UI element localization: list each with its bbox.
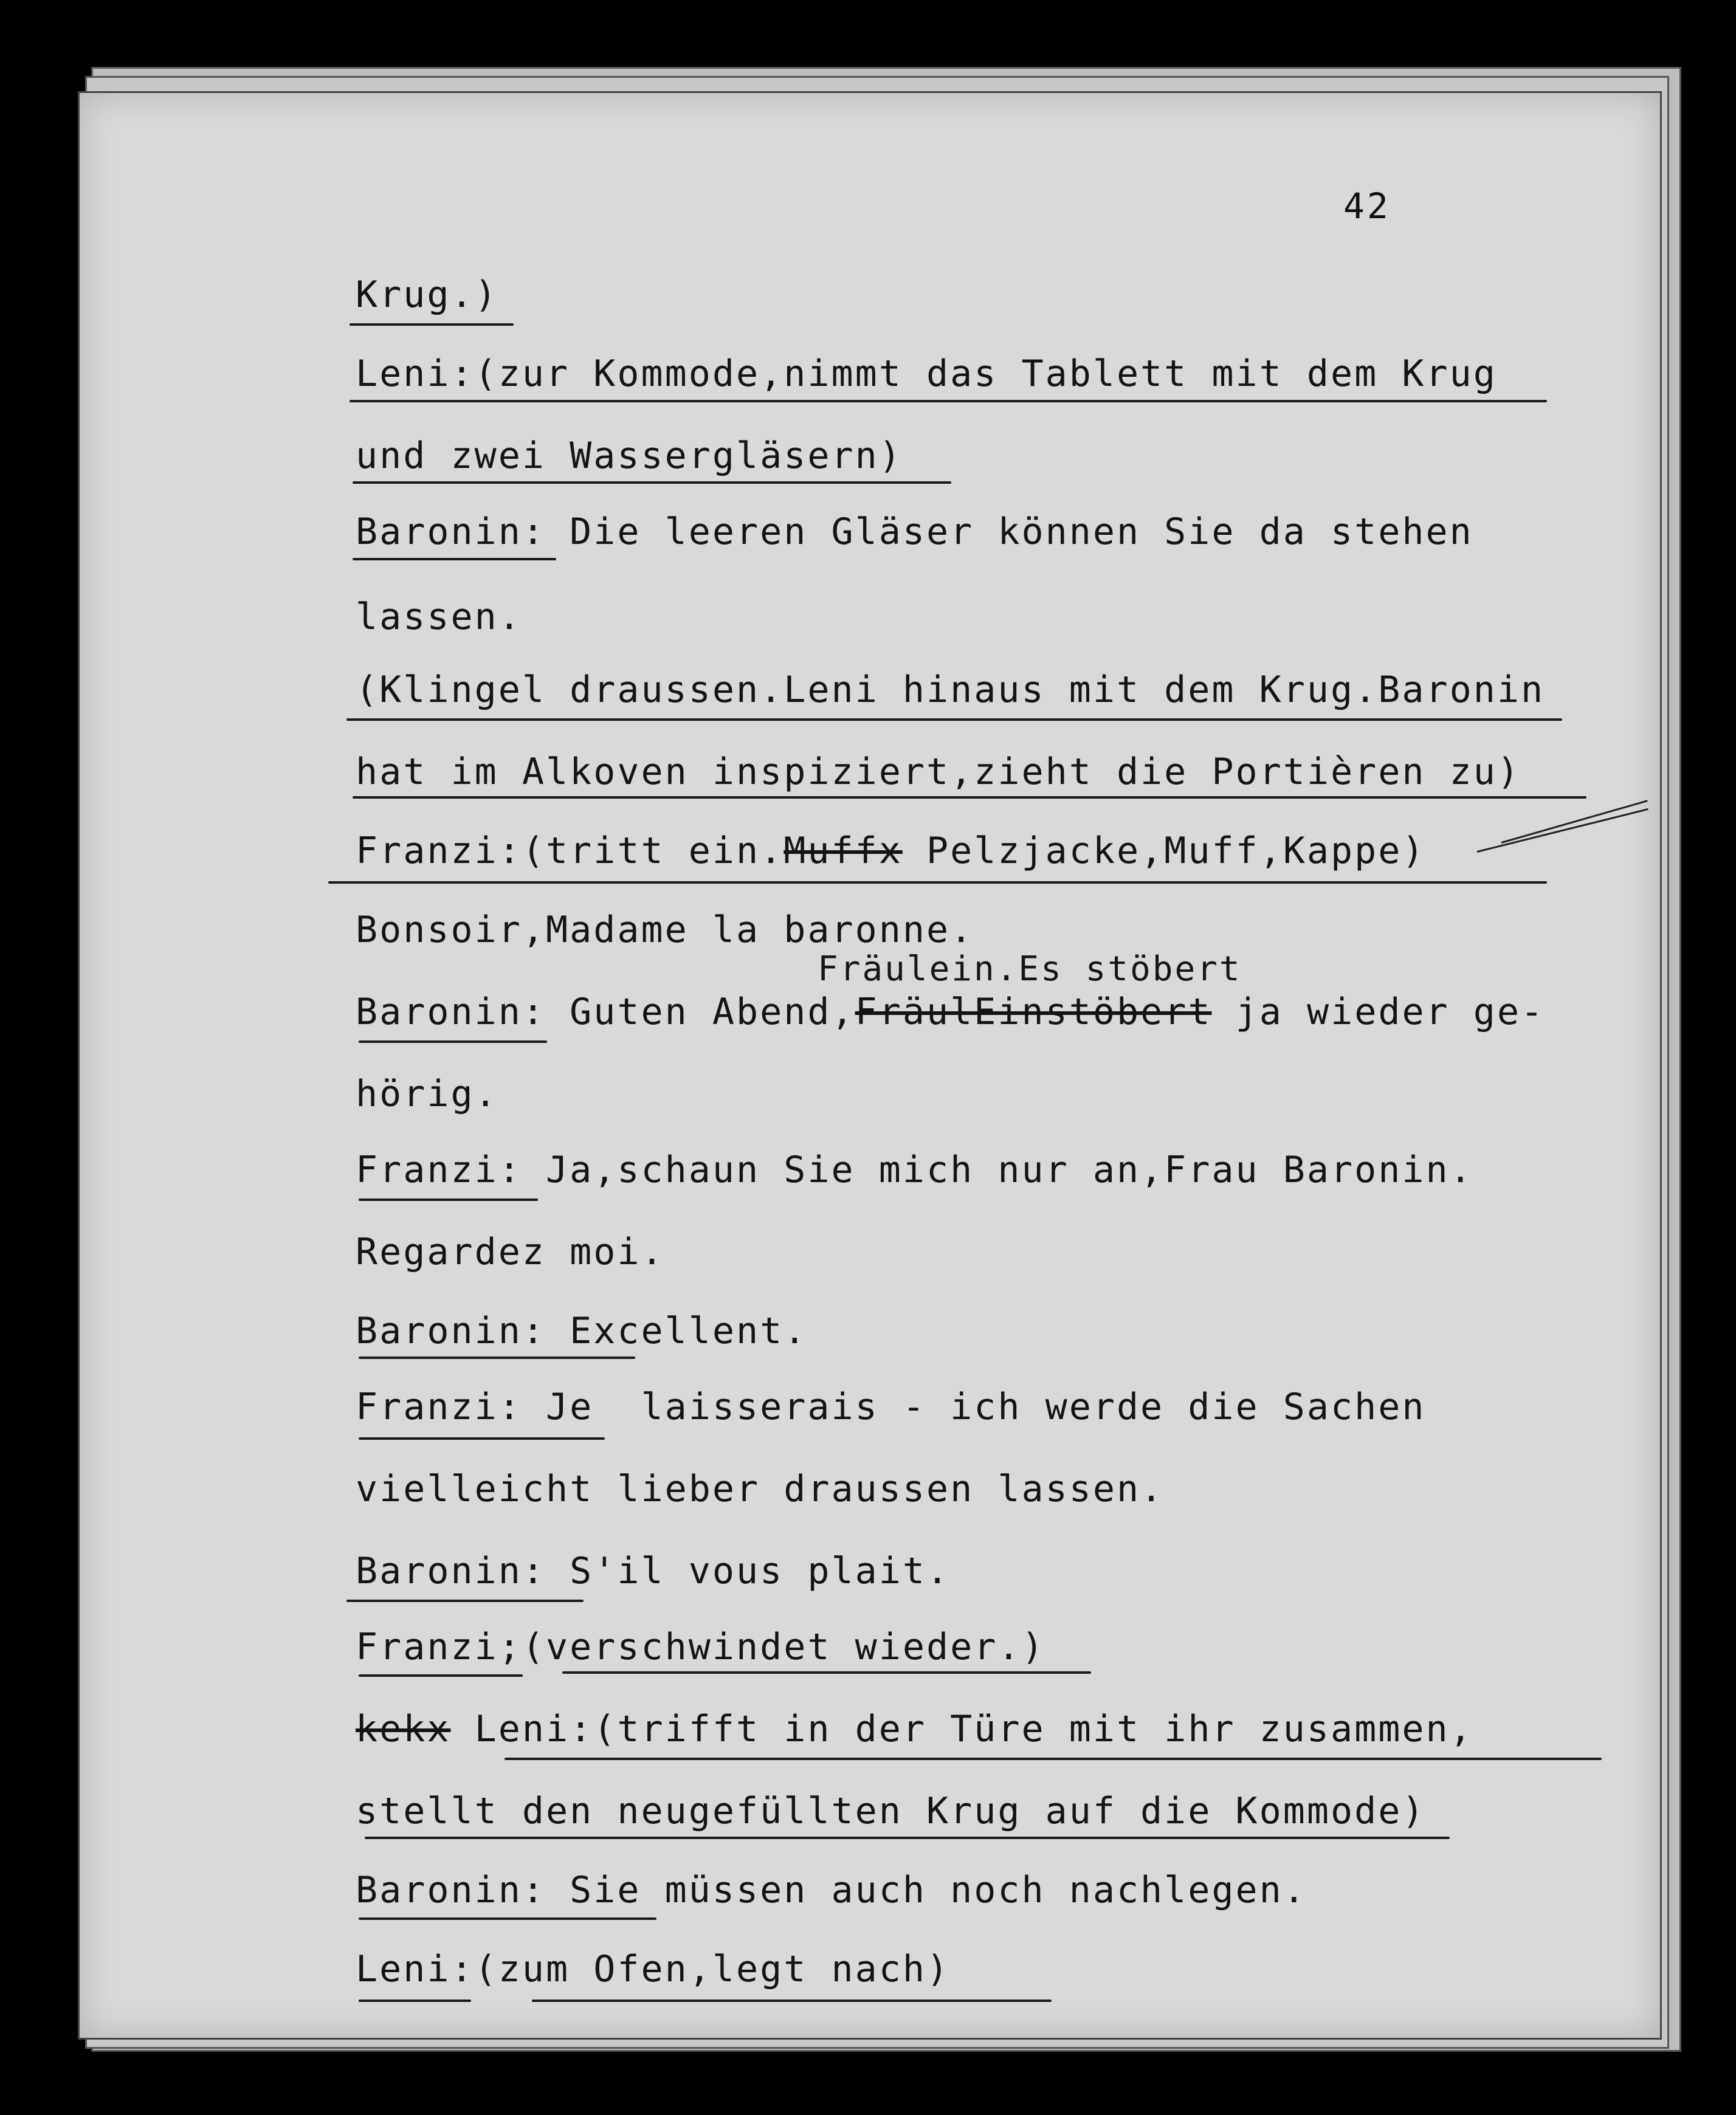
underline [346, 718, 1562, 721]
script-line-11 [356, 1073, 498, 1115]
line-text: und zwei Wassergläsern) [356, 435, 903, 477]
line-text: Franzi;(verschwindet wieder.) [356, 1626, 1045, 1668]
underline [328, 881, 1547, 884]
script-line-19 [356, 1708, 1473, 1750]
script-line-8 [356, 830, 1426, 872]
script-line-1 [356, 273, 498, 316]
line-text: vielleicht lieber draussen lassen. [356, 1468, 1165, 1510]
line-text: Leni:(zur Kommode,nimmt das Tablett mit dem Krug [356, 352, 1497, 395]
line-text: Regardez moi. [356, 1231, 665, 1273]
underline [532, 2000, 1052, 2002]
line-text: lassen. [356, 596, 522, 638]
underline [505, 1758, 1602, 1760]
script-line-20 [356, 1790, 1426, 1832]
line-text: Baronin: S'il vous plait. [356, 1550, 951, 1592]
underline [359, 1437, 605, 1440]
underline [365, 1837, 1450, 1839]
script-line-12 [356, 1149, 1473, 1191]
line-text: Baronin: Sie müssen auch noch nachlegen. [356, 1869, 1307, 1911]
script-line-7 [356, 751, 1521, 793]
underline [359, 1198, 538, 1201]
line-text-rest: Pelzjacke,Muff,Kappe) [902, 830, 1426, 872]
script-line-14 [356, 1310, 808, 1352]
line-text: hörig. [356, 1073, 498, 1115]
line-text: Franzi: Ja,schaun Sie mich nur an,Frau Baronin. [356, 1149, 1473, 1191]
page-number: 42 [1343, 185, 1391, 227]
script-line-5 [356, 596, 522, 638]
underline [359, 1917, 656, 1920]
underline [562, 1671, 1091, 1674]
script-line-4 [356, 511, 1473, 553]
underline [359, 2000, 471, 2002]
script-line-3 [356, 435, 903, 477]
script-line-22 [356, 1948, 951, 1990]
underline [359, 1040, 547, 1043]
interlinear-correction: Fräulein.Es stöbert [818, 949, 1242, 989]
script-line-17 [356, 1550, 951, 1592]
line-text: Leni:(zum Ofen,legt nach) [356, 1948, 951, 1990]
line-text: Bonsoir,Madame la baronne. [356, 909, 974, 951]
underline [359, 1357, 635, 1359]
line-text: Baronin: Guten Abend, [356, 991, 855, 1033]
script-line-16 [356, 1468, 1165, 1510]
underline [353, 796, 1586, 799]
line-text: stellt den neugefüllten Krug auf die Kommode) [356, 1790, 1426, 1832]
script-line-2 [356, 352, 1497, 395]
underline [346, 1600, 584, 1602]
underline [350, 323, 514, 326]
line-text: Baronin: Die leeren Gläser können Sie da stehen [356, 511, 1473, 553]
line-text: Franzi: Je laisserais - ich werde die Sachen [356, 1386, 1426, 1428]
script-line-13 [356, 1231, 665, 1273]
script-line-10 [356, 991, 1545, 1033]
script-line-18 [356, 1626, 1045, 1668]
line-text-rest: Leni:(trifft in der Türe mit ihr zusammen, [450, 1708, 1473, 1750]
script-line-21 [356, 1869, 1307, 1911]
line-text: Baronin: Excellent. [356, 1310, 808, 1352]
line-text: hat im Alkoven inspiziert,zieht die Portièren zu) [356, 751, 1521, 793]
underline [353, 481, 951, 484]
underline [350, 400, 1547, 402]
underline [353, 558, 556, 560]
underline [359, 1674, 523, 1677]
struck-text: FräulEinstöbert [855, 991, 1212, 1033]
line-text-rest: ja wieder ge- [1211, 991, 1545, 1033]
script-line-9 [356, 909, 974, 951]
script-line-6 [356, 669, 1545, 711]
line-text: Franzi:(tritt ein. [356, 830, 784, 872]
struck-text: Muffx [784, 830, 903, 872]
struck-text: kekx [356, 1708, 451, 1750]
line-text: (Klingel draussen.Leni hinaus mit dem Krug.Baronin [356, 669, 1545, 711]
script-line-15 [356, 1386, 1426, 1428]
line-text: Krug.) [356, 273, 498, 316]
